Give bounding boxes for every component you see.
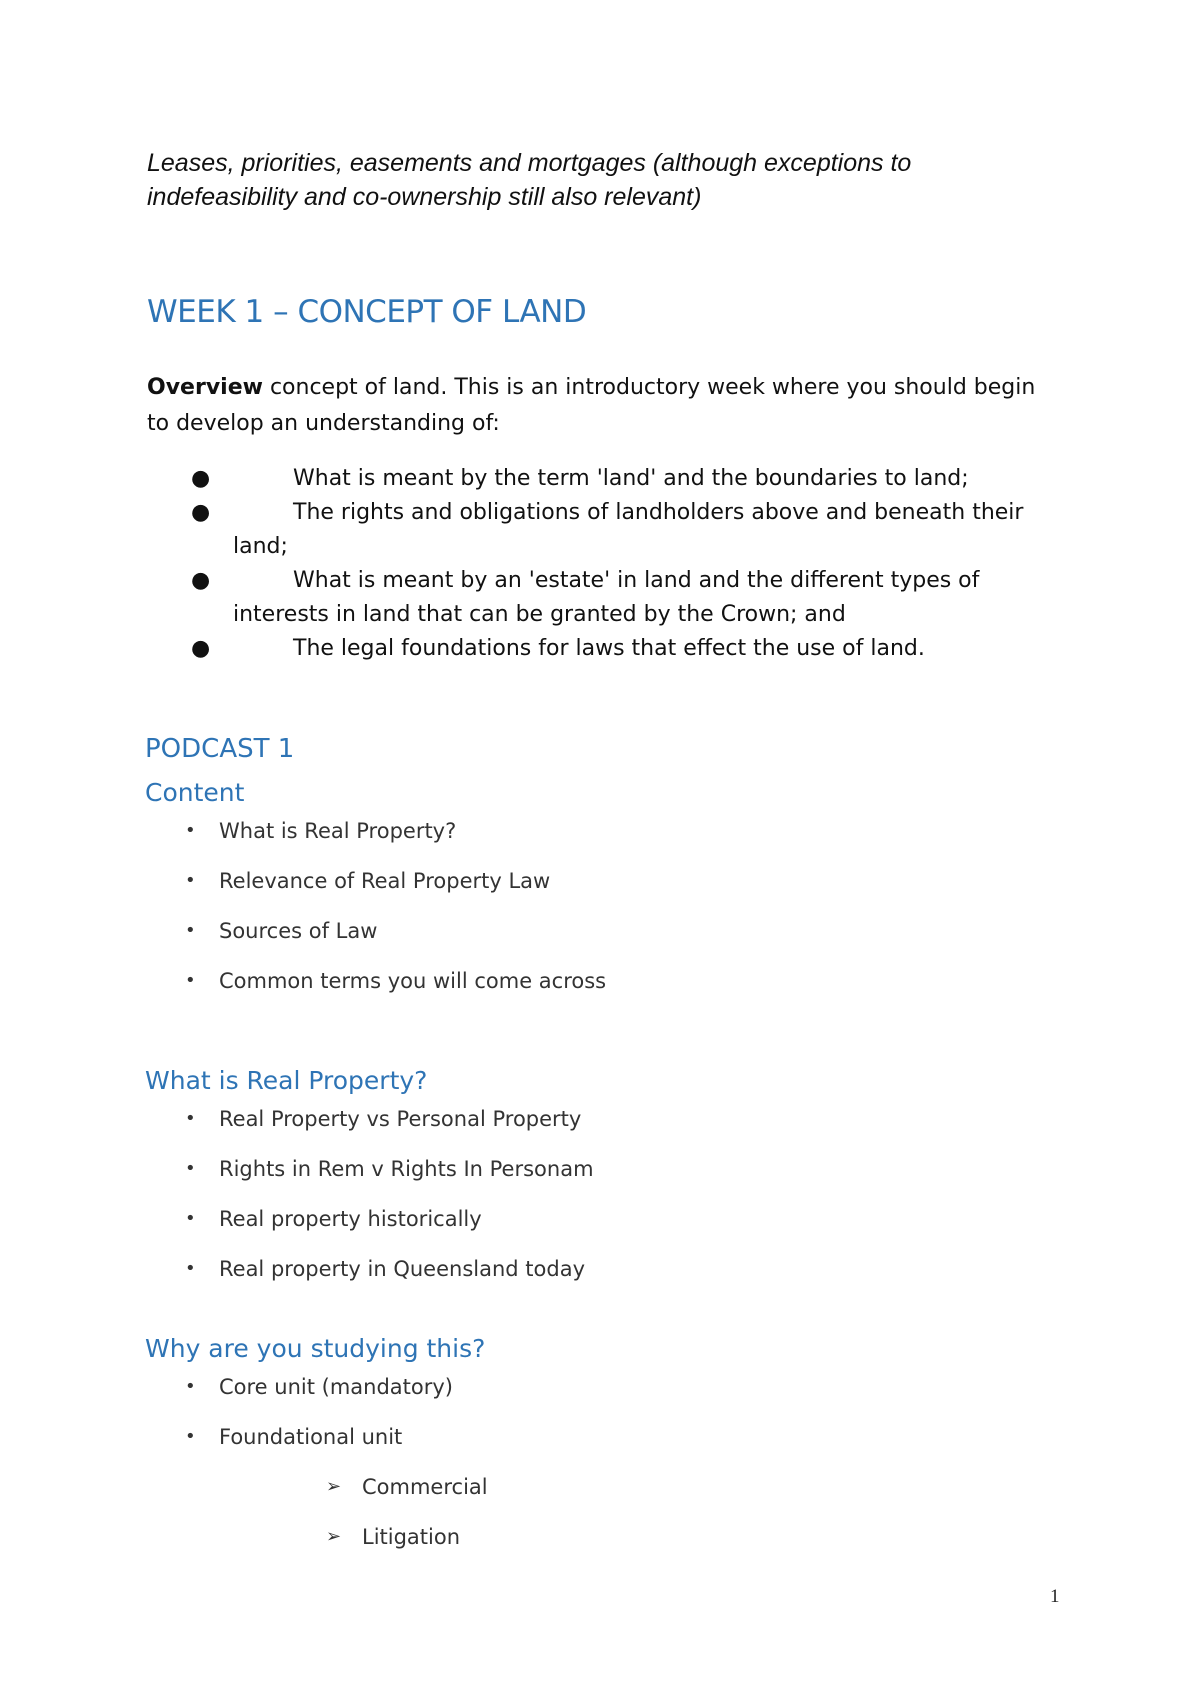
- list-item: • Real property in Queensland today: [147, 1244, 847, 1294]
- list-item: • Foundational unit: [147, 1412, 847, 1462]
- bullet-icon: •: [185, 1208, 196, 1229]
- list-item: • Common terms you will come across: [147, 956, 847, 1006]
- intro-paragraph: Leases, priorities, easements and mortgages (although exceptions to indefeasibility and co-ownership still also relevant): [147, 149, 912, 211]
- list-item: • Rights in Rem v Rights In Personam: [147, 1144, 847, 1194]
- list-item: ● What is meant by the term 'land' and the boundaries to land;: [147, 462, 1047, 496]
- page-number: 1: [1050, 1586, 1060, 1607]
- arrow-bullet-icon: ➢: [326, 1476, 342, 1497]
- week-heading: WEEK 1 – CONCEPT OF LAND: [147, 294, 587, 330]
- real-property-heading: What is Real Property?: [145, 1066, 428, 1095]
- bullet-icon: •: [185, 1376, 196, 1397]
- real-property-list: [147, 1094, 847, 1294]
- list-item: ● The rights and obligations of landholders above and beneath their land;: [147, 496, 1047, 564]
- podcast-heading: PODCAST 1: [145, 734, 295, 764]
- list-item: ➢ Commercial: [320, 1462, 720, 1512]
- arrow-bullet-icon: ➢: [326, 1526, 342, 1547]
- why-list: [147, 1362, 847, 1462]
- bullet-icon: ●: [191, 568, 211, 593]
- list-item: • Sources of Law: [147, 906, 847, 956]
- why-heading: Why are you studying this?: [145, 1334, 486, 1363]
- overview-label: Overview: [147, 375, 263, 400]
- bullet-icon: •: [185, 920, 196, 941]
- list-item: • Relevance of Real Property Law: [147, 856, 847, 906]
- why-sublist: [320, 1462, 720, 1562]
- bullet-icon: ●: [191, 500, 211, 525]
- list-item: • Real Property vs Personal Property: [147, 1094, 847, 1144]
- bullet-icon: •: [185, 820, 196, 841]
- overview-text: concept of land. This is an introductory week where you should begin to develop an understanding of:: [147, 375, 1036, 436]
- bullet-icon: •: [185, 970, 196, 991]
- objectives-list: [147, 462, 1047, 666]
- overview-paragraph: [147, 370, 1047, 442]
- list-item: • Core unit (mandatory): [147, 1362, 847, 1412]
- bullet-icon: •: [185, 1158, 196, 1179]
- content-heading: Content: [145, 778, 245, 807]
- bullet-icon: ●: [191, 636, 211, 661]
- bullet-icon: •: [185, 1258, 196, 1279]
- list-item: ● What is meant by an 'estate' in land and the different types of interests in land that can be granted by the Crown; and: [147, 564, 1047, 632]
- bullet-icon: •: [185, 1426, 196, 1447]
- bullet-icon: •: [185, 870, 196, 891]
- bullet-icon: ●: [191, 466, 211, 491]
- list-item: • What is Real Property?: [147, 806, 847, 856]
- bullet-icon: •: [185, 1108, 196, 1129]
- content-list: [147, 806, 847, 1006]
- list-item: ● The legal foundations for laws that effect the use of land.: [147, 632, 1047, 666]
- list-item: • Real property historically: [147, 1194, 847, 1244]
- list-item: ➢ Litigation: [320, 1512, 720, 1562]
